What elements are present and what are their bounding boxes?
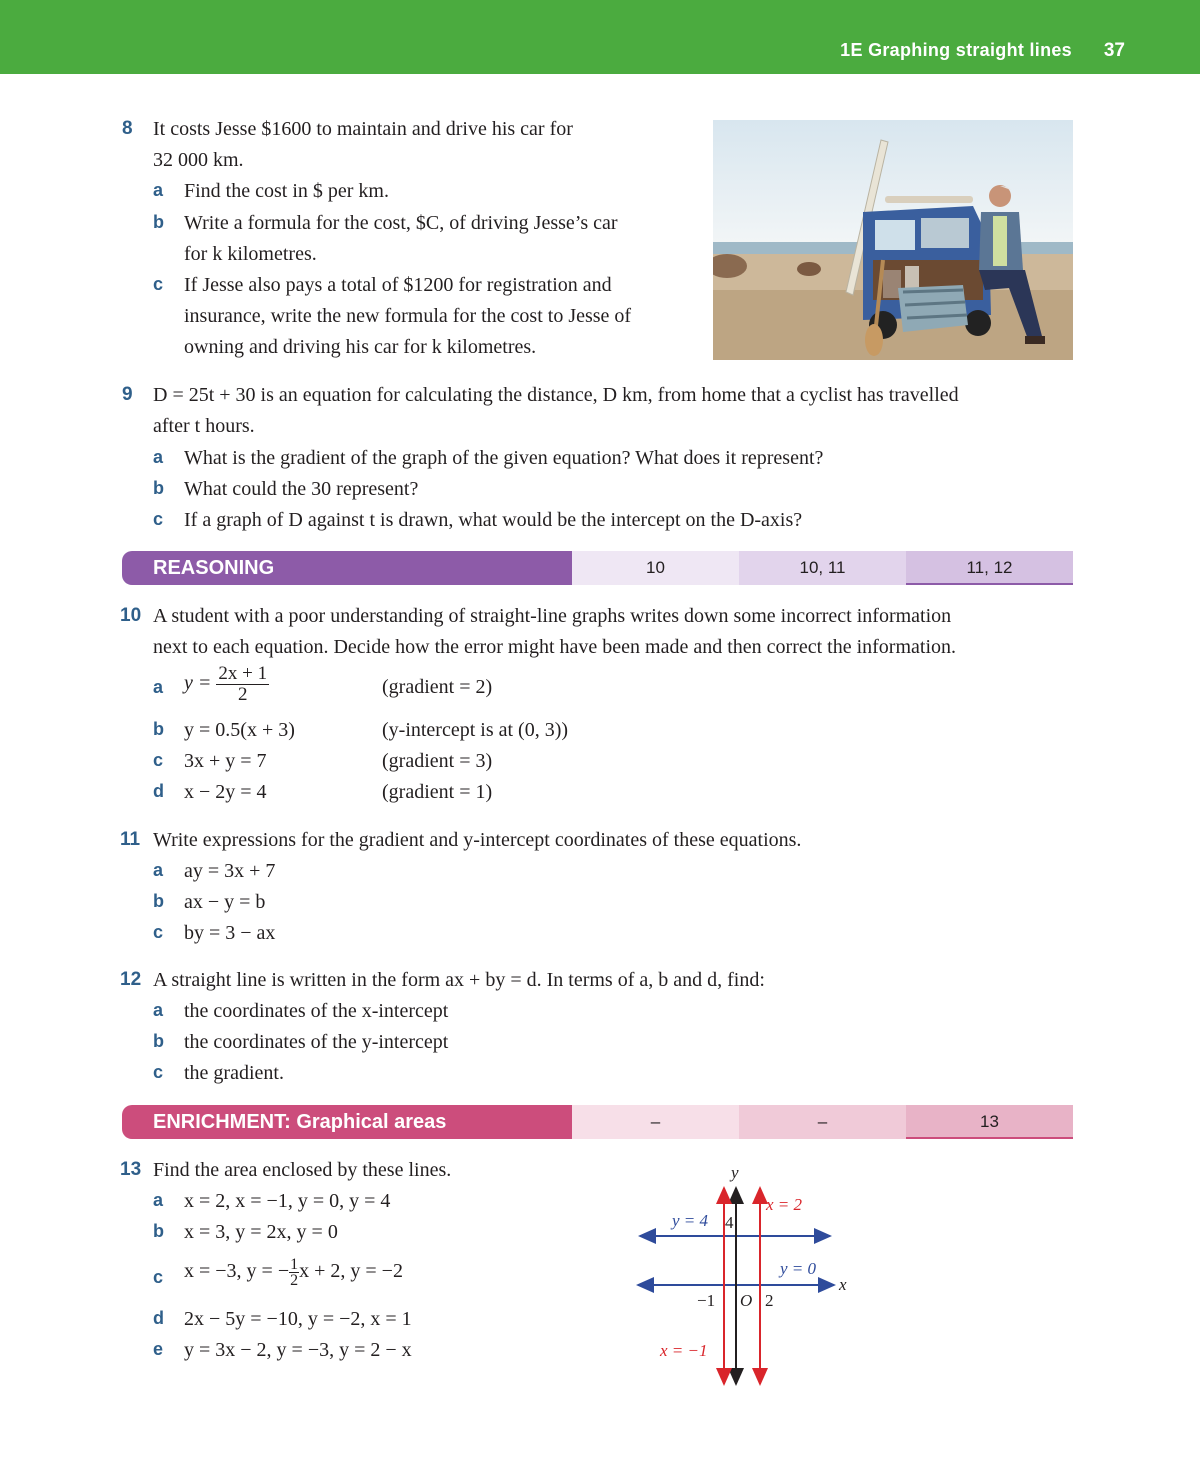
q12-part-a-label: a bbox=[153, 1000, 164, 1020]
enrichment-title: ENRICHMENT: Graphical areas bbox=[122, 1105, 572, 1139]
question-10-number: 10 bbox=[120, 605, 142, 626]
q8-part-b-line2: for k kilometres. bbox=[184, 243, 317, 265]
q9-part-a-text: What is the gradient of the graph of the given equation? What does it represent? bbox=[184, 447, 824, 469]
q9-part-b-text: What could the 30 represent? bbox=[184, 478, 419, 500]
q8-part-a-label: a bbox=[153, 180, 164, 200]
question-12-number: 12 bbox=[120, 969, 142, 990]
q13c-denominator: 2 bbox=[290, 1271, 299, 1289]
section-title: 1E Graphing straight lines bbox=[840, 40, 1072, 60]
question-12-stem: A straight line is written in the form ax + by = d. In terms of a, b and d, find: bbox=[153, 969, 765, 991]
q13c-fraction bbox=[289, 1257, 299, 1288]
enrichment-band bbox=[122, 1105, 1073, 1139]
q10-part-d-equation: x − 2y = 4 bbox=[184, 781, 267, 803]
q9-part-c-label: c bbox=[153, 509, 164, 529]
q10-part-d-label: d bbox=[153, 781, 164, 801]
q13-part-d-label: d bbox=[153, 1308, 164, 1328]
q13c-prefix: x = −3, y = − bbox=[184, 1260, 290, 1282]
question-11-stem: Write expressions for the gradient and y-intercept coordinates of these equations. bbox=[153, 829, 802, 851]
enrichment-col-advanced: 13 bbox=[906, 1105, 1073, 1139]
q13-part-c-equations bbox=[184, 1256, 403, 1288]
q13-part-a-label: a bbox=[153, 1190, 164, 1210]
q11-part-c-label: c bbox=[153, 922, 164, 942]
q12-part-a-text: the coordinates of the x-intercept bbox=[184, 1000, 449, 1022]
origin-label: O bbox=[740, 1291, 753, 1310]
q9-part-a-label: a bbox=[153, 447, 164, 467]
reasoning-col-standard: 10, 11 bbox=[739, 551, 906, 585]
q13c-suffix: x + 2, y = −2 bbox=[299, 1260, 403, 1282]
q8-part-b-label: b bbox=[153, 212, 164, 232]
q11-part-b-equation: ax − y = b bbox=[184, 891, 266, 913]
x-equals-2-label: x = 2 bbox=[766, 1195, 803, 1214]
q13-part-d-equations: 2x − 5y = −10, y = −2, x = 1 bbox=[184, 1308, 412, 1330]
question-9-stem-line1: D = 25t + 30 is an equation for calculating the distance, D km, from home that a cyclist has travelled bbox=[153, 384, 959, 406]
q12-part-c-label: c bbox=[153, 1062, 164, 1082]
q8-part-a-text: Find the cost in $ per km. bbox=[184, 180, 389, 202]
q10a-numerator: 2x + 1 bbox=[218, 663, 268, 684]
beach-car-photo bbox=[713, 120, 1073, 360]
q13-graph bbox=[630, 1160, 860, 1390]
tick-2-label: 2 bbox=[765, 1291, 774, 1310]
q10-part-c-info: (gradient = 3) bbox=[382, 750, 493, 772]
question-13-number: 13 bbox=[120, 1159, 142, 1180]
q13-part-e-equations: y = 3x − 2, y = −3, y = 2 − x bbox=[184, 1339, 412, 1361]
q12-part-b-label: b bbox=[153, 1031, 164, 1051]
page-number: 37 bbox=[1103, 40, 1125, 61]
q8-part-c-line3: owning and driving his car for k kilometres. bbox=[184, 336, 537, 358]
q10a-lhs: y = bbox=[184, 672, 212, 695]
enrichment-col-standard: – bbox=[739, 1105, 906, 1139]
header-bar bbox=[0, 0, 1200, 74]
q10-part-a-info: (gradient = 2) bbox=[382, 676, 493, 698]
enrichment-col-foundation: – bbox=[572, 1105, 739, 1139]
q11-part-b-label: b bbox=[153, 891, 164, 911]
question-8-stem-line2: 32 000 km. bbox=[153, 149, 244, 171]
question-8-number: 8 bbox=[122, 118, 133, 139]
tick-4-label: 4 bbox=[725, 1213, 734, 1232]
reasoning-band bbox=[122, 551, 1073, 585]
q13-part-b-label: b bbox=[153, 1221, 164, 1241]
question-10-stem-line2: next to each equation. Decide how the error might have been made and then correct the information. bbox=[153, 636, 957, 658]
q11-part-a-equation: ay = 3x + 7 bbox=[184, 860, 276, 882]
question-9-stem-line2: after t hours. bbox=[153, 415, 255, 437]
q8-part-c-line2: insurance, write the new formula for the cost to Jesse of bbox=[184, 305, 632, 327]
q10-part-a-label: a bbox=[153, 677, 164, 697]
y-axis-label: y bbox=[731, 1163, 739, 1182]
q10-part-b-info: (y-intercept is at (0, 3)) bbox=[382, 719, 569, 741]
q10-part-c-label: c bbox=[153, 750, 164, 770]
question-11-number: 11 bbox=[120, 829, 141, 850]
q10-part-b-label: b bbox=[153, 719, 164, 739]
q13-part-c-label: c bbox=[153, 1267, 164, 1287]
photo-illustration bbox=[713, 120, 1073, 360]
q10-part-b-equation: y = 0.5(x + 3) bbox=[184, 719, 295, 741]
question-13-stem: Find the area enclosed by these lines. bbox=[153, 1159, 452, 1181]
question-10-stem-line1: A student with a poor understanding of straight-line graphs writes down some incorrect information bbox=[153, 605, 952, 627]
q12-part-b-text: the coordinates of the y-intercept bbox=[184, 1031, 449, 1053]
q10-part-c-equation: 3x + y = 7 bbox=[184, 750, 267, 772]
question-8-stem-line1: It costs Jesse $1600 to maintain and drive his car for bbox=[153, 118, 573, 140]
q10a-fraction bbox=[216, 664, 269, 705]
reasoning-col-foundation: 10 bbox=[572, 551, 739, 585]
reasoning-title: REASONING bbox=[122, 551, 572, 585]
y-equals-4-label: y = 4 bbox=[672, 1211, 709, 1230]
q11-part-c-equation: by = 3 − ax bbox=[184, 922, 276, 944]
q10-part-a-equation bbox=[184, 664, 269, 705]
q13-part-e-label: e bbox=[153, 1339, 164, 1359]
x-equals-minus-1-label: x = −1 bbox=[660, 1341, 708, 1360]
q11-part-a-label: a bbox=[153, 860, 164, 880]
q9-part-b-label: b bbox=[153, 478, 164, 498]
q13-part-b-equations: x = 3, y = 2x, y = 0 bbox=[184, 1221, 338, 1243]
q10a-denominator: 2 bbox=[237, 684, 248, 705]
x-axis-label: x bbox=[839, 1275, 847, 1294]
q8-part-c-line1: If Jesse also pays a total of $1200 for registration and bbox=[184, 274, 612, 296]
q12-part-c-text: the gradient. bbox=[184, 1062, 284, 1084]
q8-part-c-label: c bbox=[153, 274, 164, 294]
q13c-numerator: 1 bbox=[290, 1255, 299, 1273]
y-equals-0-label: y = 0 bbox=[780, 1259, 817, 1278]
reasoning-col-advanced: 11, 12 bbox=[906, 551, 1073, 585]
q8-part-b-line1: Write a formula for the cost, $C, of driving Jesse’s car bbox=[184, 212, 618, 234]
q10-part-d-info: (gradient = 1) bbox=[382, 781, 493, 803]
question-9-number: 9 bbox=[122, 384, 133, 405]
tick-minus-1-label: −1 bbox=[697, 1291, 716, 1310]
q13-part-a-equations: x = 2, x = −1, y = 0, y = 4 bbox=[184, 1190, 391, 1212]
q9-part-c-text: If a graph of D against t is drawn, what would be the intercept on the D-axis? bbox=[184, 509, 803, 531]
